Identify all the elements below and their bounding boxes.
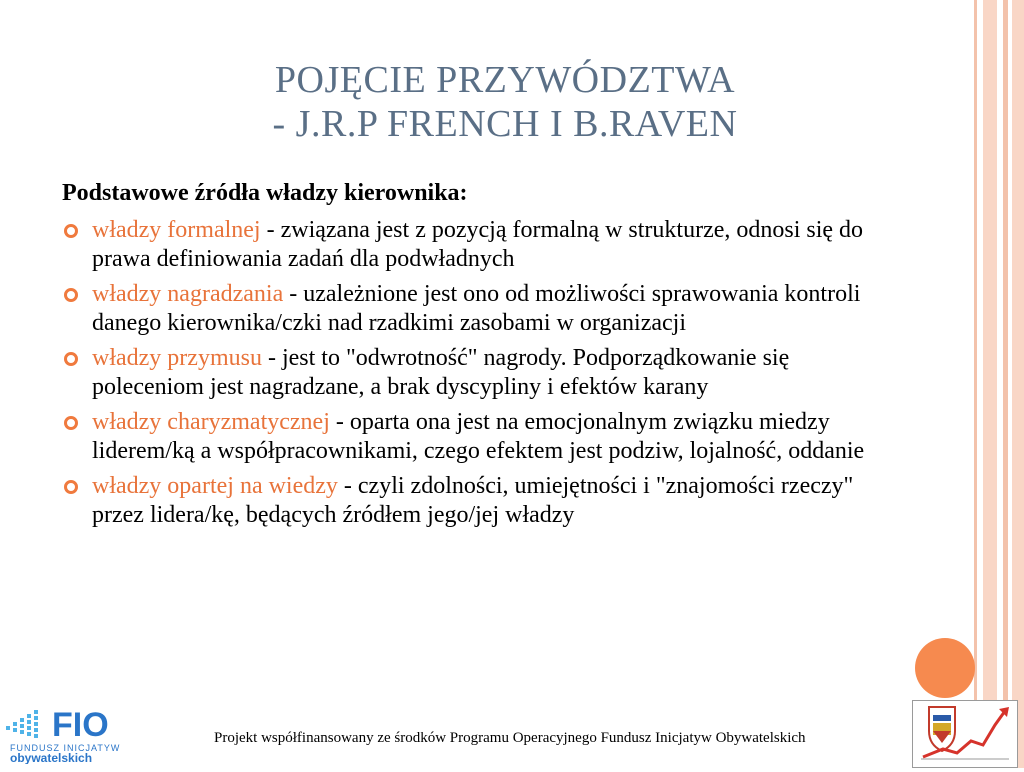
list-item [62, 216, 892, 274]
side-bar-4 [1012, 0, 1024, 768]
list-item-term: władzy przymusu [92, 345, 262, 371]
list-item-term: władzy formalnej [92, 217, 261, 243]
slide-title [60, 58, 950, 146]
fio-logo [6, 702, 136, 764]
content-heading: Podstawowe źródła władzy kierownika: [62, 180, 468, 206]
fio-logo-graphic [6, 702, 136, 764]
title-line-2: - J.R.P FRENCH I B.RAVEN [272, 103, 738, 145]
ring-bullet-icon [64, 352, 78, 366]
ring-bullet-icon [64, 288, 78, 302]
ring-bullet-icon [64, 224, 78, 238]
fio-logo-line-2: obywatelskich [10, 751, 93, 764]
decorative-side-bars [974, 0, 1024, 768]
list-item-term: władzy nagradzania [92, 281, 284, 307]
list-item [62, 472, 892, 530]
list-item-text: - czyli zdolności, umiejętności i "znajomości rzeczy" przez lidera/kę, będących źródłem jego/jej władzy [92, 473, 854, 528]
fio-logo-acronym: FIO [52, 706, 109, 744]
ring-bullet-icon [64, 480, 78, 494]
footer-funding-text: Projekt współfinansowany ze środków Programu Operacyjnego Fundusz Inicjatyw Obywatelskich [214, 730, 806, 746]
list-item [62, 408, 892, 466]
side-bar-1 [974, 0, 977, 768]
list-item-text: - związana jest z pozycją formalną w strukturze, odnosi się do prawa definiowania zadań dla podwładnych [92, 217, 864, 272]
list-item-term: władzy opartej na wiedzy [92, 473, 338, 499]
title-line-1: POJĘCIE PRZYWÓDZTWA [274, 59, 736, 101]
slide-content [62, 178, 892, 706]
fio-logo-line-1: FUNDUSZ INICJATYW [10, 743, 121, 753]
bullet-list [62, 216, 892, 530]
list-item-term: władzy charyzmatycznej [92, 409, 330, 435]
ring-bullet-icon [64, 416, 78, 430]
list-item-text: - jest to "odwrotność" nagrody. Podporządkowanie się poleceniom jest nagradzane, a brak dyscypliny i efektów karany [92, 345, 790, 400]
city-crest-logo [912, 700, 1018, 768]
list-item [62, 344, 892, 402]
footer [0, 698, 1024, 768]
list-item [62, 280, 892, 338]
crest-growth-icon [913, 701, 1017, 767]
side-bar-2 [983, 0, 997, 768]
side-bar-3 [1003, 0, 1008, 768]
decorative-circle [915, 638, 975, 698]
list-item-text: - oparta ona jest na emocjonalnym związku miedzy liderem/ką a współpracownikami, czego efektem jest podziw, lojalność, oddanie [92, 409, 865, 464]
list-item-text: - uzależnione jest ono od możliwości sprawowania kontroli danego kierownika/czki nad rzadkimi zasobami w organizacji [92, 281, 861, 336]
